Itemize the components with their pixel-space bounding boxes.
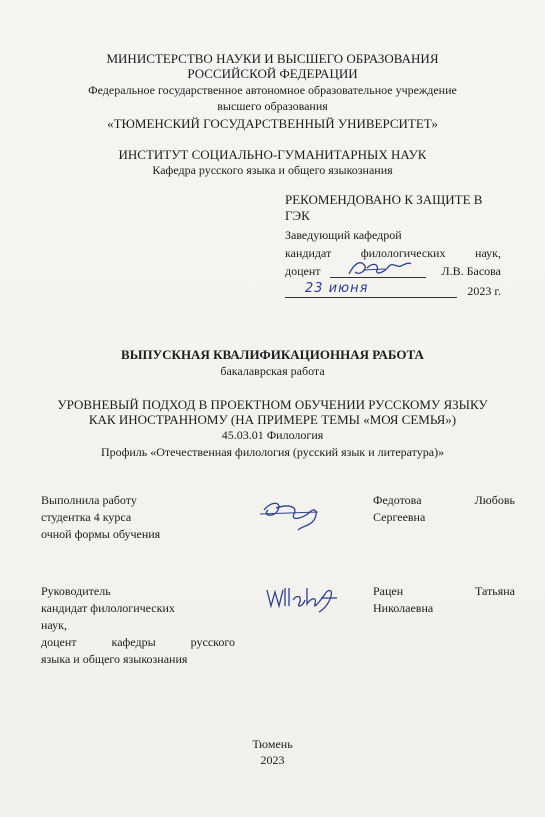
department-name: Кафедра русского языка и общего языкознания (152, 163, 393, 177)
author-name (373, 493, 515, 525)
approval-line3: Заведующий кафедрой (285, 228, 402, 242)
supervisor-signature-icon (263, 580, 343, 620)
supervisor-role-line1: Руководитель (41, 584, 111, 598)
approval-line1: РЕКОМЕНДОВАНО К ЗАЩИТЕ В (285, 192, 483, 207)
approval-degree-word1: кандидат (285, 246, 332, 260)
approval-year: 2023 г. (467, 284, 501, 298)
supervisor-dept-word1: кафедры (111, 635, 156, 649)
institution-line1: Федеральное государственное автономное образовательное учреждение (88, 83, 457, 97)
supervisor-first-name: Татьяна (474, 584, 515, 598)
author-surname: Федотова (373, 493, 422, 507)
approval-line6 (285, 281, 501, 300)
head-signature-icon (345, 258, 415, 280)
approval-handwritten-date: 23 июня (305, 281, 369, 296)
author-role-line2: студентка 4 курса (41, 510, 132, 524)
approval-position: доцент (285, 264, 321, 278)
supervisor-surname: Рацен (373, 584, 404, 598)
supervisor-role-line3: наук, (41, 618, 67, 632)
approval-degree-word2: филологических (360, 246, 446, 260)
work-title-line1: УРОВНЕВЫЙ ПОДХОД В ПРОЕКТНОМ ОБУЧЕНИИ РУССКОМУ ЯЗЫКУ (57, 397, 488, 412)
footer-year: 2023 (260, 753, 285, 767)
author-first-name: Любовь (474, 493, 515, 507)
approval-degree-word3: наук, (475, 246, 501, 260)
author-signature-icon (258, 496, 324, 538)
supervisor-role (41, 584, 235, 667)
author-role-line3: очной формы обучения (41, 527, 161, 541)
work-type: ВЫПУСКНАЯ КВАЛИФИКАЦИОННАЯ РАБОТА (121, 347, 424, 362)
ministry-line1: МИНИСТЕРСТВО НАУКИ И ВЫСШЕГО ОБРАЗОВАНИЯ (106, 51, 439, 66)
ministry-line2: РОССИЙСКОЙ ФЕДЕРАЦИИ (187, 66, 358, 81)
supervisor-patronymic: Николаевна (373, 601, 434, 615)
supervisor-role-line5: языка и общего языкознания (41, 652, 188, 666)
author-role-line1: Выполнила работу (41, 493, 137, 507)
work-code: 45.03.01 Филология (221, 428, 324, 442)
author-role (41, 493, 241, 542)
supervisor-position: доцент (41, 635, 77, 649)
author-patronymic: Сергеевна (373, 510, 426, 524)
work-subtype: бакалаврская работа (220, 364, 325, 378)
approval-date-line (285, 297, 457, 298)
institution-line2: высшего образования (217, 99, 328, 113)
footer-city: Тюмень (252, 737, 293, 751)
supervisor-role-line2: кандидат филологических (41, 601, 175, 615)
work-title-line2: КАК ИНОСТРАННОМУ (НА ПРИМЕРЕ ТЕМЫ «МОЯ СЕМЬЯ») (88, 412, 457, 427)
approval-block (285, 192, 501, 300)
supervisor-role-line4 (41, 635, 235, 650)
supervisor-dept-word2: русского (190, 635, 235, 649)
university-name: «ТЮМЕНСКИЙ ГОСУДАРСТВЕННЫЙ УНИВЕРСИТЕТ» (107, 116, 438, 131)
approval-line5 (285, 264, 501, 280)
work-profile: Профиль «Отечественная филология (русский язык и литература)» (100, 445, 445, 459)
approval-line2: ГЭК (285, 208, 310, 223)
supervisor-name (373, 584, 515, 616)
institute-name: ИНСТИТУТ СОЦИАЛЬНО-ГУМАНИТАРНЫХ НАУК (118, 147, 427, 162)
approval-head-name: Л.В. Басова (441, 264, 501, 278)
